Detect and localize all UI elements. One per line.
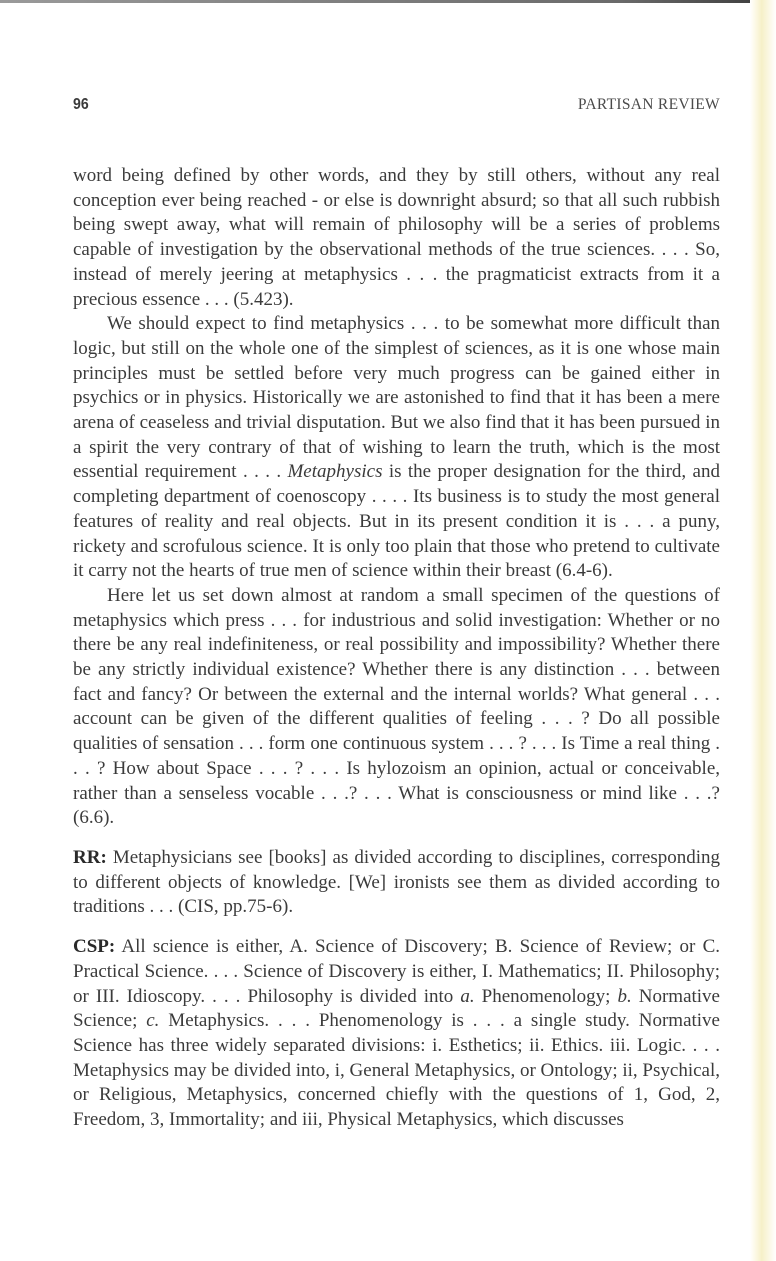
paragraph-continuation: word being defined by other words, and they by still others, without any real conception ever being reached - or else is downright absurd; so that all such rubbish being swept away, what will remain of philosophy will be a series of problems capable of investigation by the observational methods of the true sciences. . . . So, instead of merely jeering at metaphysics . . . the pragmaticist extracts from it a precious essence . . . (5.423). bbox=[73, 165, 720, 310]
speaker-label: RR: bbox=[73, 846, 107, 868]
italic-letter: a. bbox=[460, 985, 475, 1007]
paragraph-metaphysics-difficulty bbox=[73, 312, 720, 584]
book-spine-shadow bbox=[750, 0, 776, 1261]
running-head bbox=[73, 96, 720, 120]
text-run: Normative Science; bbox=[73, 985, 720, 1032]
page-top-edge bbox=[0, 0, 776, 3]
body-text bbox=[73, 164, 720, 1133]
italic-term: Metaphysics bbox=[287, 461, 383, 483]
text-run: Phenomenology; bbox=[474, 985, 618, 1007]
italic-letter: b. bbox=[617, 985, 632, 1007]
paragraph-csp bbox=[73, 935, 720, 1133]
speaker-label: CSP: bbox=[73, 936, 116, 958]
text-run: is the proper designation for the third, and completing department of coenoscopy . . . . Its business is to study the most general features of reality and real objects. But in its present condition it is . . . a puny, rickety and scrofulous science. It is only too plain that those who pretend to cultivate it carry not the hearts of true men of science within their breast (6.4-6). bbox=[73, 461, 720, 582]
text-run: Metaphysics. . . . Phenomenology is . . . a single study. Normative Science has three widely separated divisions: i. Esthetics; ii. Ethics. iii. Logic. . . . Metaphysics may be divided into, i, General Metaphysics, or Ontology; ii, Psychical, or Religious, Metaphysics, concerned chiefly with the questions of 1, God, 2, Freedom, 3, Immortality; and iii, Physical Metaphysics, which discusses bbox=[73, 1010, 720, 1131]
paragraph-rr bbox=[73, 846, 720, 920]
text-run: We should expect to find metaphysics . . . to be somewhat more difficult than logic, but still on the whole one of the simplest of sciences, as it is one whose main principles must be settled before very much progress can be gained either in psychics or in physics. Historically we are astonished to find that it has been a mere arena of ceaseless and trivial disputation. But we also find that it has been pursued in a spirit the very contrary of that of wishing to learn the truth, which is the most essential requirement . . . . bbox=[73, 313, 720, 483]
italic-letter: c. bbox=[146, 1010, 160, 1032]
paragraph-questions: Here let us set down almost at random a small specimen of the questions of metaphysics which press . . . for industrious and solid investigation: Whether or no there be any real indefiniteness, or real possibility and impossibility? Whether there be any strictly individual existence? Whether there is any distinction . . . between fact and fancy? Or between the external and the internal worlds? What general . . . account can be given of the different qualities of feeling . . . ? Do all possible qualities of sensation . . . form one continuous system . . . ? . . . Is Time a real thing . . . ? How about Space . . . ? . . . Is hylozoism an opinion, actual or conceivable, rather than a senseless vocable . . .? . . . What is consciousness or mind like . . .? (6.6). bbox=[73, 584, 720, 829]
text-run: Metaphysicians see [books] as divided according to disciplines, corresponding to different objects of knowledge. [We] ironists see them as divided according to traditions . . . (CIS, pp.75-6). bbox=[73, 846, 720, 918]
journal-title: PARTISAN REVIEW bbox=[577, 96, 720, 113]
page-number: 96 bbox=[73, 96, 89, 113]
text-run: All science is either, A. Science of Discovery; B. Science of Review; or C. Practical Science. . . . Science of Discovery is either, I. Mathematics; II. Philosophy; or III. Idioscopy. . . . Philosophy is divided into bbox=[73, 936, 720, 1007]
